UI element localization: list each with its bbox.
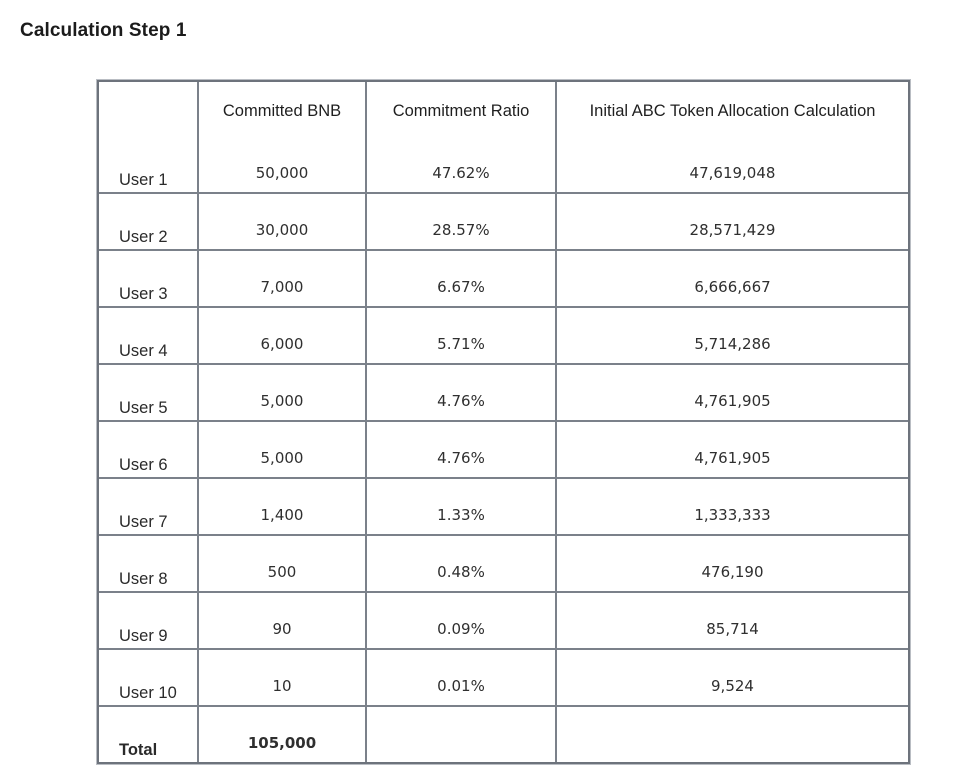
table-row (99, 593, 908, 650)
allocation-cell: 47,619,048 (557, 137, 908, 194)
table-row (99, 536, 908, 593)
ratio-cell: 0.48% (367, 536, 557, 593)
committed-cell: 500 (199, 536, 367, 593)
committed-cell: 30,000 (199, 194, 367, 251)
table-row (99, 365, 908, 422)
allocation-cell: 9,524 (557, 650, 908, 707)
table-row (99, 308, 908, 365)
user-cell: User 3 (99, 251, 199, 308)
user-cell: User 6 (99, 422, 199, 479)
ratio-cell: 4.76% (367, 365, 557, 422)
committed-cell: 5,000 (199, 365, 367, 422)
header-allocation: Initial ABC Token Allocation Calculation (589, 101, 876, 120)
ratio-cell: 6.67% (367, 251, 557, 308)
user-cell: User 2 (99, 194, 199, 251)
user-cell: User 5 (99, 365, 199, 422)
allocation-cell: 6,666,667 (557, 251, 908, 308)
total-row (99, 707, 908, 762)
page-title: Calculation Step 1 (20, 20, 187, 41)
user-cell: User 10 (99, 650, 199, 707)
allocation-cell: 4,761,905 (557, 422, 908, 479)
user-cell: User 1 (99, 137, 199, 194)
table-row (99, 650, 908, 707)
user-cell: User 8 (99, 536, 199, 593)
committed-cell: 50,000 (199, 137, 367, 194)
committed-cell: 1,400 (199, 479, 367, 536)
allocation-cell: 28,571,429 (557, 194, 908, 251)
allocation-table (97, 80, 910, 764)
table-row (99, 422, 908, 479)
allocation-table-container (97, 80, 910, 759)
ratio-cell: 0.09% (367, 593, 557, 650)
user-cell: User 9 (99, 593, 199, 650)
total-ratio (367, 707, 557, 762)
ratio-cell: 5.71% (367, 308, 557, 365)
header-user (99, 82, 199, 137)
allocation-cell: 85,714 (557, 593, 908, 650)
user-cell: User 7 (99, 479, 199, 536)
table-row (99, 137, 908, 194)
committed-cell: 6,000 (199, 308, 367, 365)
committed-cell: 10 (199, 650, 367, 707)
total-label: Total (99, 707, 199, 762)
total-allocation (557, 707, 908, 762)
allocation-cell: 1,333,333 (557, 479, 908, 536)
committed-cell: 7,000 (199, 251, 367, 308)
ratio-cell: 28.57% (367, 194, 557, 251)
total-committed: 105,000 (199, 707, 367, 762)
ratio-cell: 1.33% (367, 479, 557, 536)
table-row (99, 479, 908, 536)
ratio-cell: 0.01% (367, 650, 557, 707)
ratio-cell: 47.62% (367, 137, 557, 194)
header-committed-bnb: Committed BNB (199, 82, 367, 137)
committed-cell: 90 (199, 593, 367, 650)
ratio-cell: 4.76% (367, 422, 557, 479)
table-row (99, 194, 908, 251)
header-commitment-ratio: Commitment Ratio (367, 82, 557, 137)
allocation-cell: 476,190 (557, 536, 908, 593)
allocation-cell: 5,714,286 (557, 308, 908, 365)
allocation-cell: 4,761,905 (557, 365, 908, 422)
committed-cell: 5,000 (199, 422, 367, 479)
table-row (99, 251, 908, 308)
table-header-row (99, 82, 908, 137)
user-cell: User 4 (99, 308, 199, 365)
